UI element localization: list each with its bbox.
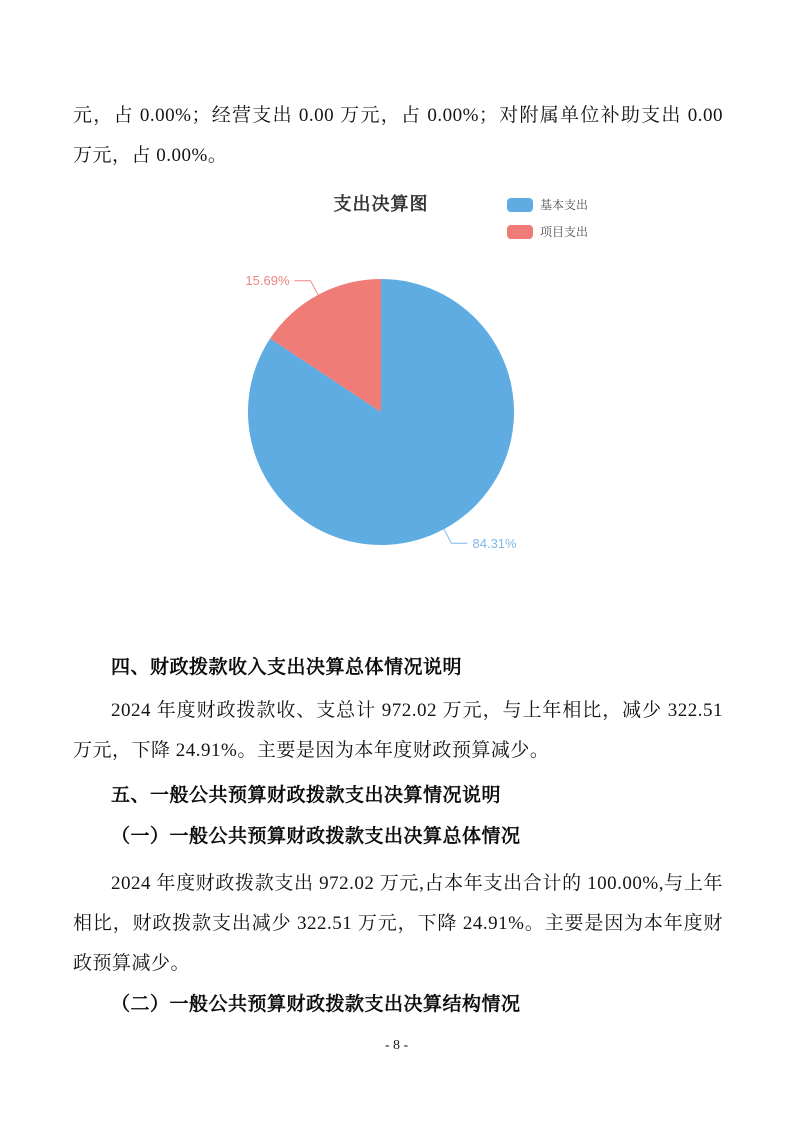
legend-item-label: 项目支出	[540, 225, 589, 239]
pie-label-leader-line-1	[295, 281, 319, 295]
page-number: - 8 -	[384, 1038, 409, 1053]
section4-paragraph: 2024 年度财政拨款收、支总计 972.02 万元，与上年相比，减少 322.51 万元，下降 24.91%。主要是因为本年度财政预算减少。	[73, 700, 723, 761]
section4-heading: 四、财政拨款收入支出决算总体情况说明	[111, 657, 463, 678]
section5-heading: 五、一般公共预算财政拨款支出决算情况说明	[111, 785, 502, 806]
chart-legend	[507, 196, 588, 240]
expenditure-pie-chart	[0, 180, 793, 600]
intro-paragraph: 元，占 0.00%；经营支出 0.00 万元，占 0.00%；对附属单位补助支出 0.00 万元，占 0.00%。	[73, 105, 723, 166]
pie-label-leader-line-0	[444, 529, 468, 543]
legend-item-1[interactable]	[507, 223, 588, 240]
pie-chart-canvas	[0, 180, 793, 600]
legend-swatch-icon	[507, 225, 533, 239]
section5-sub2-heading: （二）一般公共预算财政拨款支出决算结构情况	[111, 994, 521, 1015]
legend-item-label: 基本支出	[540, 198, 589, 212]
section5-sub1-heading: （一）一般公共预算财政拨款支出决算总体情况	[111, 826, 521, 847]
legend-item-0[interactable]	[507, 196, 588, 213]
section5-sub1-paragraph: 2024 年度财政拨款支出 972.02 万元,占本年支出合计的 100.00%,与上年相比，财政拨款支出减少 322.51 万元，下降 24.91%。主要是因为本年度财政预算减少。	[73, 873, 723, 974]
pie-slice-label-0: 84.31%	[472, 535, 517, 551]
legend-swatch-icon	[507, 198, 533, 212]
pie-slice-label-1: 15.69%	[245, 273, 290, 289]
chart-title: 支出决算图	[333, 194, 429, 214]
